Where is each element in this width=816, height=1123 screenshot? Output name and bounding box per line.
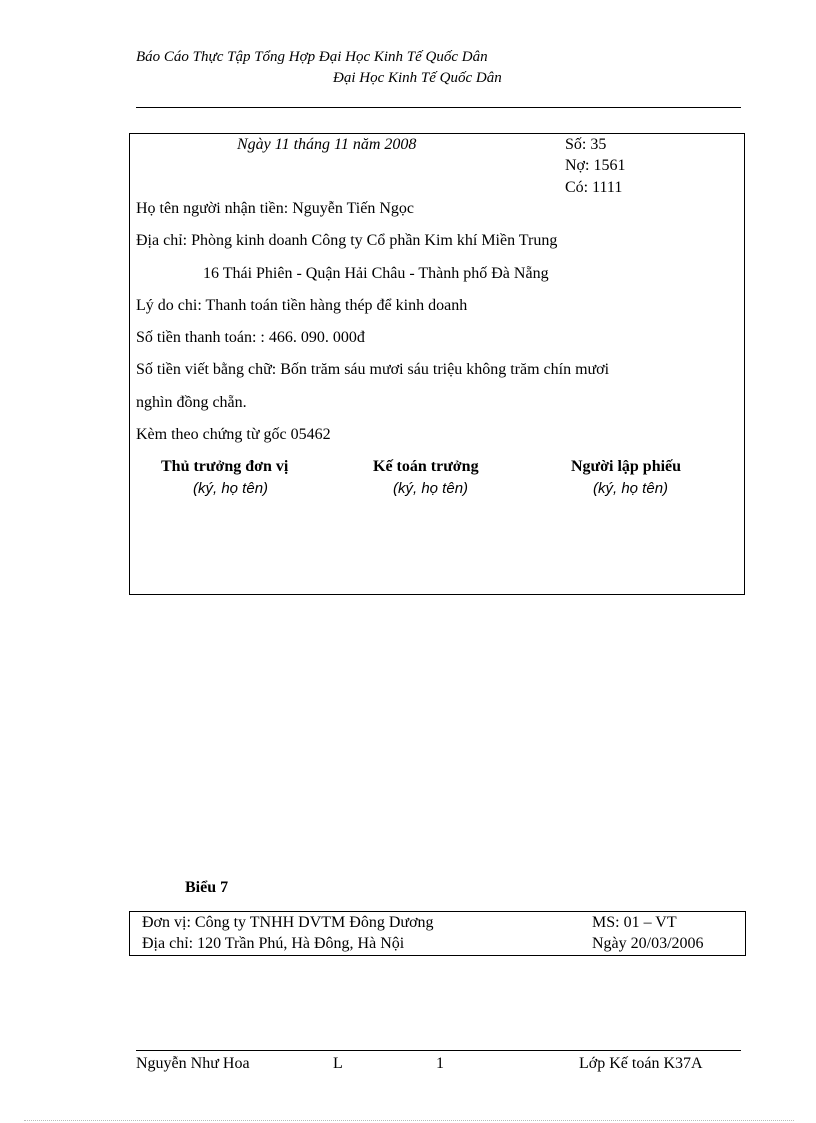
signature-preparer-note: (ký, họ tên) (593, 480, 669, 497)
voucher-receiver: Họ tên người nhận tiền: Nguyễn Tiến Ngọc (136, 200, 414, 217)
voucher-debit: Nợ: 1561 (565, 157, 626, 174)
form7-date: Ngày 20/03/2006 (592, 935, 704, 952)
voucher-credit: Có: 1111 (565, 179, 623, 196)
voucher-address-line2: 16 Thái Phiên - Quận Hải Châu - Thành phố Đà Nẵng (203, 265, 549, 282)
form7-unit: Đơn vị: Công ty TNHH DVTM Đông Dương (142, 914, 434, 931)
voucher-number: Số: 35 (565, 136, 607, 153)
voucher-address: Địa chỉ: Phòng kinh doanh Công ty Cổ phần Kim khí Miền Trung (136, 232, 558, 249)
page-bottom-edge (24, 1120, 794, 1121)
voucher-attachment: Kèm theo chứng từ gốc 05462 (136, 426, 331, 443)
signature-preparer-title: Người lập phiếu (571, 458, 682, 475)
voucher-reason: Lý do chi: Thanh toán tiền hàng thép để kinh doanh (136, 297, 468, 314)
footer-divider (136, 1050, 741, 1051)
voucher-amount: Số tiền thanh toán: : 466. 090. 000đ (136, 329, 365, 346)
voucher-amount-words-line2: nghìn đồng chẵn. (136, 394, 247, 411)
footer-letter: L (333, 1055, 343, 1072)
form7-label: Biểu 7 (185, 879, 229, 896)
header-divider (136, 107, 741, 108)
signature-director-note: (ký, họ tên) (193, 480, 269, 497)
footer-page-number: 1 (436, 1055, 444, 1072)
form7-ms: MS: 01 – VT (592, 914, 677, 931)
signature-chief-accountant-note: (ký, họ tên) (393, 480, 469, 497)
voucher-amount-words: Số tiền viết bằng chữ: Bốn trăm sáu mươi sáu triệu không trăm chín mươi (136, 361, 610, 378)
header-university: Đại Học Kinh Tế Quốc Dân (333, 70, 502, 86)
header-report-title: Báo Cáo Thực Tập Tổng Hợp Đại Học Kinh Tế Quốc Dân (136, 49, 488, 65)
form7-address: Địa chỉ: 120 Trần Phú, Hà Đông, Hà Nội (142, 935, 405, 952)
footer-author: Nguyễn Như Hoa (136, 1055, 250, 1072)
voucher-date: Ngày 11 tháng 11 năm 2008 (237, 136, 417, 153)
signature-director-title: Thủ trưởng đơn vị (161, 458, 289, 475)
signature-chief-accountant-title: Kế toán trưởng (373, 458, 479, 475)
footer-class: Lớp Kế toán K37A (579, 1055, 703, 1072)
